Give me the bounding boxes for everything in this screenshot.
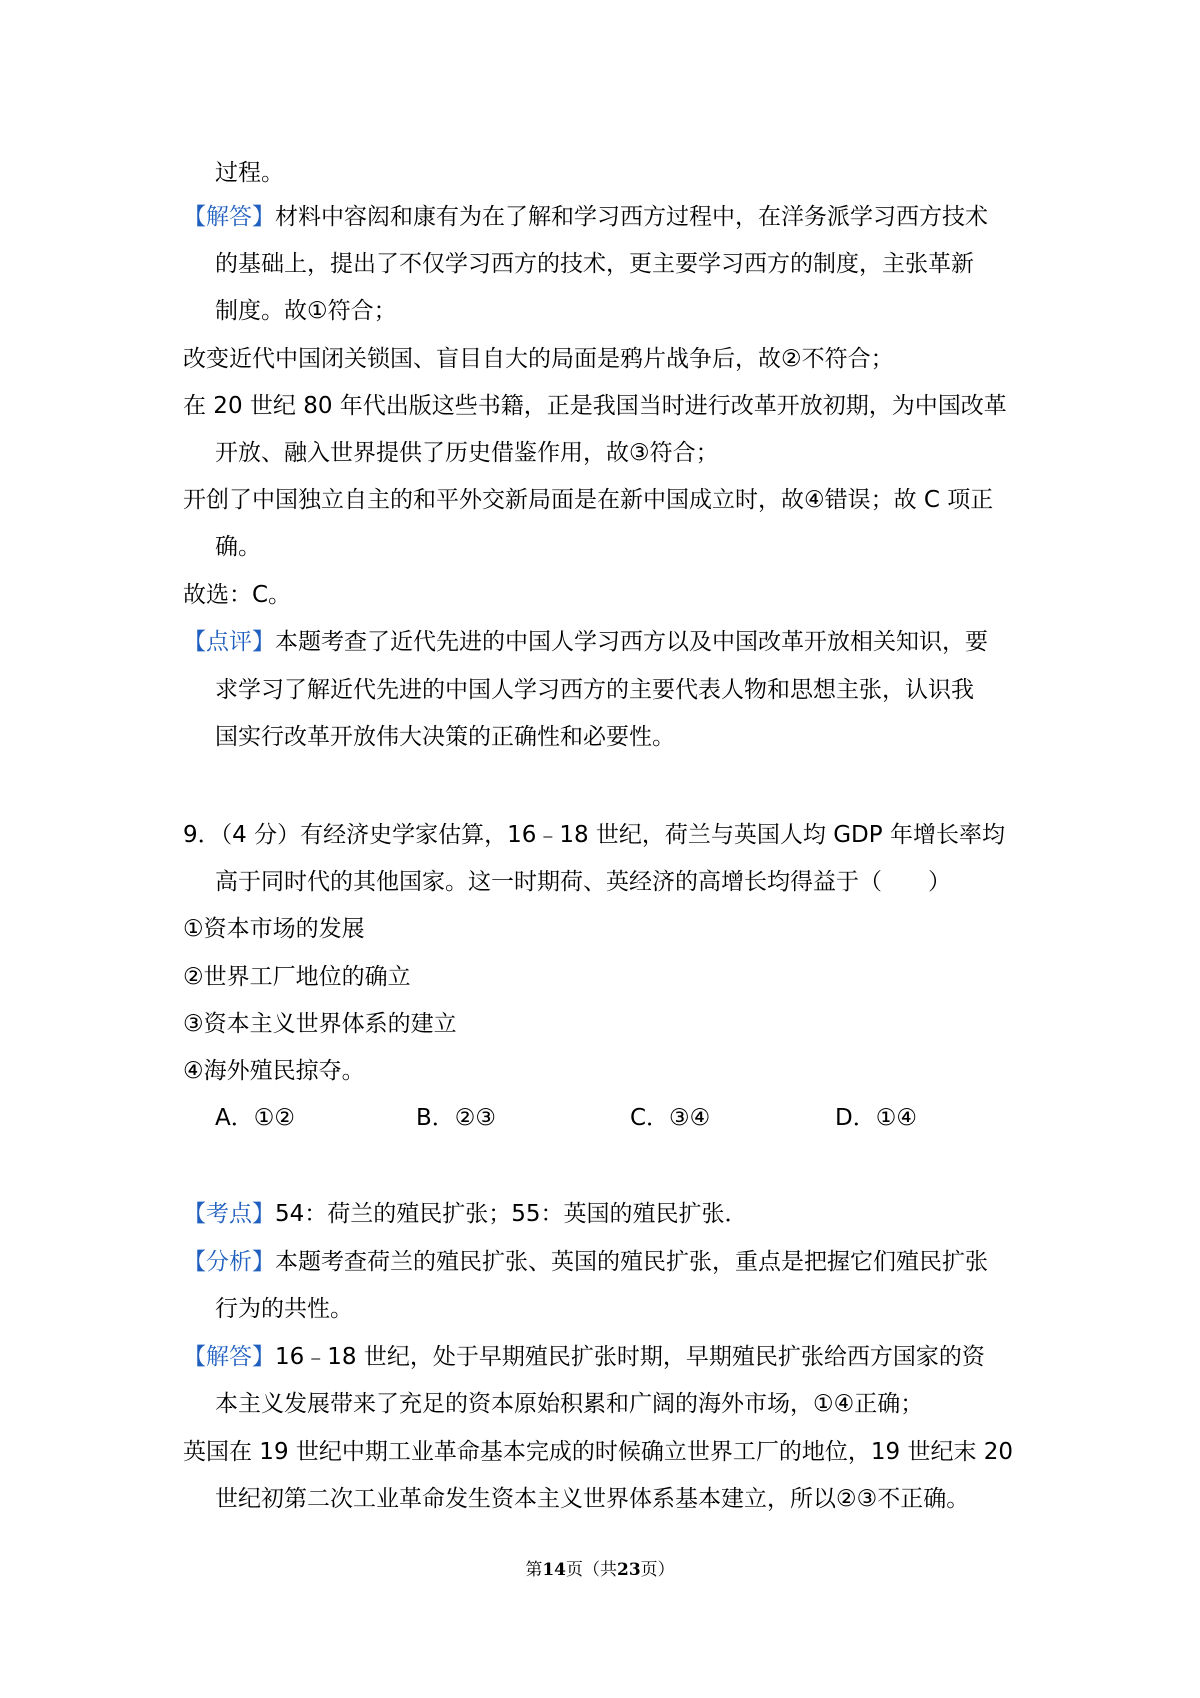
answer-options bbox=[215, 1103, 1075, 1133]
answer-paragraph bbox=[183, 1342, 1063, 1372]
footer-mid: 页（共 bbox=[566, 1560, 617, 1580]
analysis-tag: 【分析】 bbox=[183, 1249, 275, 1275]
text-span: 54：荷兰的殖民扩张；55：英国的殖民扩张． bbox=[275, 1201, 748, 1227]
choice-line: 故选：C。 bbox=[183, 582, 292, 608]
answer-tag: 【解答】 bbox=[183, 204, 275, 230]
text-line: 改变近代中国闭关锁国、盲目自大的局面是鸦片战争后，故②不符合； bbox=[183, 346, 894, 372]
page-total: 23 bbox=[617, 1560, 641, 1580]
text-line: 开创了中国独立自主的和平外交新局面是在新中国成立时，故④错误；故 C 项正 bbox=[183, 487, 994, 513]
footer-suffix: 页） bbox=[640, 1560, 675, 1580]
text-line: 求学习了解近代先进的中国人学习西方的主要代表人物和思想主张，认识我 bbox=[215, 677, 974, 703]
review-tag: 【点评】 bbox=[183, 629, 275, 655]
page-number: 14 bbox=[542, 1560, 566, 1580]
text-span: 本题考查了近代先进的中国人学习西方以及中国改革开放相关知识，要 bbox=[275, 629, 988, 655]
answer-paragraph bbox=[183, 202, 1063, 232]
review-paragraph bbox=[183, 627, 1063, 657]
text-line: 英国在 19 世纪中期工业革命基本完成的时候确立世界工厂的地位，19 世纪末 20 bbox=[183, 1439, 1014, 1465]
list-item: ②世界工厂地位的确立 bbox=[183, 964, 411, 990]
text-line: 国实行改革开放伟大决策的正确性和必要性。 bbox=[215, 724, 675, 750]
text-line: 确。 bbox=[215, 534, 261, 560]
list-item: ④海外殖民掠夺。 bbox=[183, 1058, 365, 1084]
option-b: B．②③ bbox=[416, 1105, 497, 1131]
option-d: D．①④ bbox=[835, 1105, 917, 1131]
text-span: 材料中容闳和康有为在了解和学习西方过程中，在洋务派学习西方技术 bbox=[275, 204, 988, 230]
text-line: 高于同时代的其他国家。这一时期荷、英经济的高增长均得益于（ ） bbox=[215, 869, 951, 895]
text-line: 行为的共性。 bbox=[215, 1296, 353, 1322]
page-footer bbox=[0, 1558, 1200, 1582]
analysis-paragraph bbox=[183, 1247, 1063, 1277]
text-line: 本主义发展带来了充足的资本原始积累和广阔的海外市场，①④正确； bbox=[215, 1391, 924, 1417]
text-span: 本题考查荷兰的殖民扩张、英国的殖民扩张，重点是把握它们殖民扩张 bbox=[275, 1249, 988, 1275]
text-line: 的基础上，提出了不仅学习西方的技术，更主要学习西方的制度，主张革新 bbox=[215, 251, 974, 277]
option-a: A．①② bbox=[215, 1105, 295, 1131]
list-item: ③资本主义世界体系的建立 bbox=[183, 1011, 457, 1037]
option-c: C．③④ bbox=[630, 1105, 711, 1131]
text-line: 开放、融入世界提供了历史借鉴作用，故③符合； bbox=[215, 440, 719, 466]
text-line: 制度。故①符合； bbox=[215, 298, 397, 324]
footer-prefix: 第 bbox=[525, 1560, 543, 1580]
point-tag: 【考点】 bbox=[183, 1201, 275, 1227]
text-line: 过程。 bbox=[215, 160, 284, 186]
text-line: 在 20 世纪 80 年代出版这些书籍，正是我国当时进行改革开放初期，为中国改革 bbox=[183, 393, 1007, 419]
question-stem: 9．（4 分）有经济史学家估算，16﹣18 世纪，荷兰与英国人均 GDP 年增长率均 bbox=[183, 822, 1005, 848]
text-line: 世纪初第二次工业革命发生资本主义世界体系基本建立，所以②③不正确。 bbox=[215, 1486, 970, 1512]
text-span: 16﹣18 世纪，处于早期殖民扩张时期，早期殖民扩张给西方国家的资 bbox=[275, 1344, 985, 1370]
point-paragraph bbox=[183, 1199, 1063, 1229]
answer-tag: 【解答】 bbox=[183, 1344, 275, 1370]
list-item: ①资本市场的发展 bbox=[183, 916, 365, 942]
